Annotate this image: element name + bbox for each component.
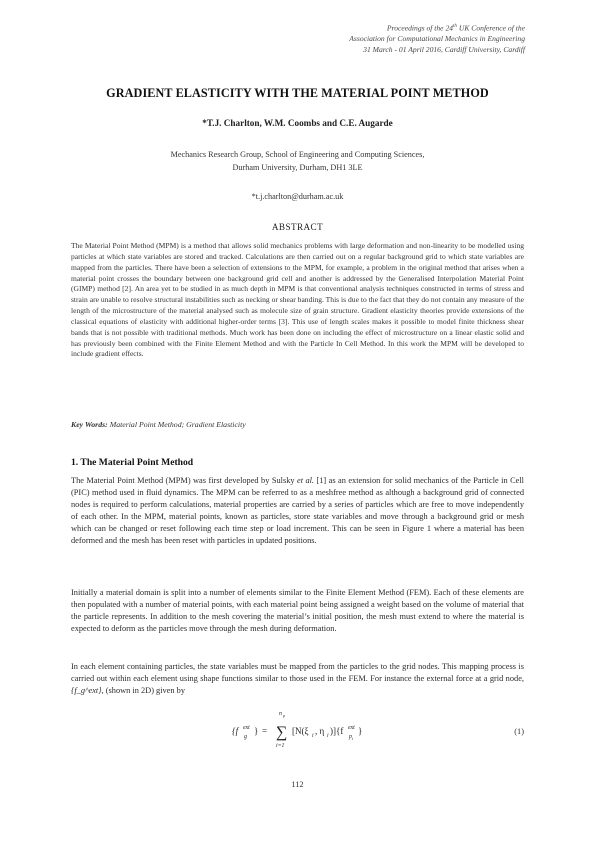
eq-sum-sign: ∑ [276, 724, 288, 741]
equation-1 [0, 703, 595, 751]
eq-sum-upper-sub: p [283, 713, 286, 718]
eq-body-close: )]{f [330, 726, 344, 736]
affiliation [60, 149, 535, 174]
equation-number: (1) [514, 727, 524, 736]
author-email: *t.j.charlton@durham.ac.uk [251, 192, 344, 201]
eq-rhs-sub: p [349, 734, 352, 740]
keywords [71, 420, 524, 429]
paragraph-3: In each element containing particles, the state variables must be mapped from the particles to the grid nodes. This mapping process is carried out within each element using shape functions similar to those used in the FEM. For instance the external force at a grid node, {f_g^ext}, (shown in 2D) given by [71, 662, 524, 695]
conference-header [225, 22, 525, 55]
eq-rhs-sup: ext [348, 725, 355, 731]
eq-lhs-close: } [254, 726, 259, 736]
paper-title: GRADIENT ELASTICITY WITH THE MATERIAL POINT METHOD [106, 86, 489, 100]
eq-body-mid: , η [315, 726, 325, 736]
eq-lhs-sub: g [244, 734, 247, 740]
eq-sum-lower: i=1 [276, 743, 285, 749]
eq-sum-upper: n [279, 711, 282, 717]
paragraph-1: The Material Point Method (MPM) was first developed by Sulsky et al. [1] as an extension for solid mechanics of the Particle in Cell (PIC) method used in fluid dynamics. The MPM can be referred to as a meshfree method as although a background grid of connected nodes is required to perform calculations, material properties are carried by a series of particles which are free to move independently of each other. In the MPM, material points, known as particles, store state variables and move through a background grid or mesh which can be changed or reset following each time step or load increment. This can be seen in Figure 1 where a material has been deformed and the mesh has been reset with particles in updated positions. [71, 476, 524, 545]
abstract-body: The Material Point Method (MPM) is a method that allows solid mechanics problems with large deformation and non-linearity to be modelled using particles at which state variables are stored and tracked. Calculations are then carried out on a regular background grid to which state variables are mapped from the particles. There have been a selection of extensions to the MPM, for example, a problem in the original method that arises when a material point crosses the boundary between one background grid cell and another is addressed by the Generalised Interpolation Material Point (GIMP) method [2]. An area yet to be studied in as much depth in MPM is that conventional analysis techniques constructed in terms of stress and strain are unable to resolve structural instabilities such as necking or shear banding. This is due to the fact that they do not contain any measure of the length of the microstructure of the material analysed such as molecule size of grain structure. Gradient elasticity theories provide extensions of the classical equations of elasticity with additional higher-order terms [3]. This use of length scales makes it possible to model finite thickness shear bands that is not possible with traditional methods. Much work has been done on including the effect of microstructure on a linear elastic solid and has previously been combined with the Finite Element Method and with the Particle In Cell Method. In this work the MPM will be developed to include gradient effects. [71, 241, 524, 359]
section-heading: 1. The Material Point Method [71, 457, 194, 468]
header-line-2: Association for Computational Mechanics in Engineering [349, 34, 525, 44]
eq-lhs-sup: ext [243, 725, 250, 731]
keywords-text: Material Point Method; Gradient Elasticity [109, 420, 246, 429]
page-number: 112 [291, 780, 304, 789]
eq-equals: = [262, 726, 268, 736]
paragraph-2: Initially a material domain is split into a number of elements similar to the Finite Element Method (FEM). Each of these elements are then populated with a number of material points, with each material point being assigned a weight based on the volume of material that the particle represents. In addition to the mesh covering the material’s initial position, the mesh must extend to where the material is expected to deform as the particles move through the mesh during deformation. [71, 588, 524, 633]
eq-body-i2: i [327, 733, 329, 739]
keywords-label: Key Words: [71, 420, 108, 429]
eq-rhs-sub-i: i [352, 736, 354, 741]
eq-rhs-close: } [358, 726, 363, 736]
eq-lhs: {f [232, 726, 239, 736]
header-line-3: 31 March - 01 April 2016, Cardiff University, Cardiff [363, 44, 525, 54]
inline-force-symbol: {f_g^ext} [71, 685, 102, 695]
affiliation-line-1: Mechanics Research Group, School of Engineering and Computing Sciences, [170, 150, 425, 159]
abstract-heading: ABSTRACT [271, 222, 324, 232]
eq-body: [N(ξ [292, 726, 309, 736]
eq-body-i1: i [312, 733, 314, 739]
header-line-1: Proceedings of the 24th UK Conference of the [386, 23, 525, 33]
affiliation-line-2: Durham University, Durham, DH1 3LE [232, 162, 363, 172]
et-al: et al. [296, 476, 315, 485]
paper-authors: *T.J. Charlton, W.M. Coombs and C.E. Augarde [202, 118, 393, 128]
